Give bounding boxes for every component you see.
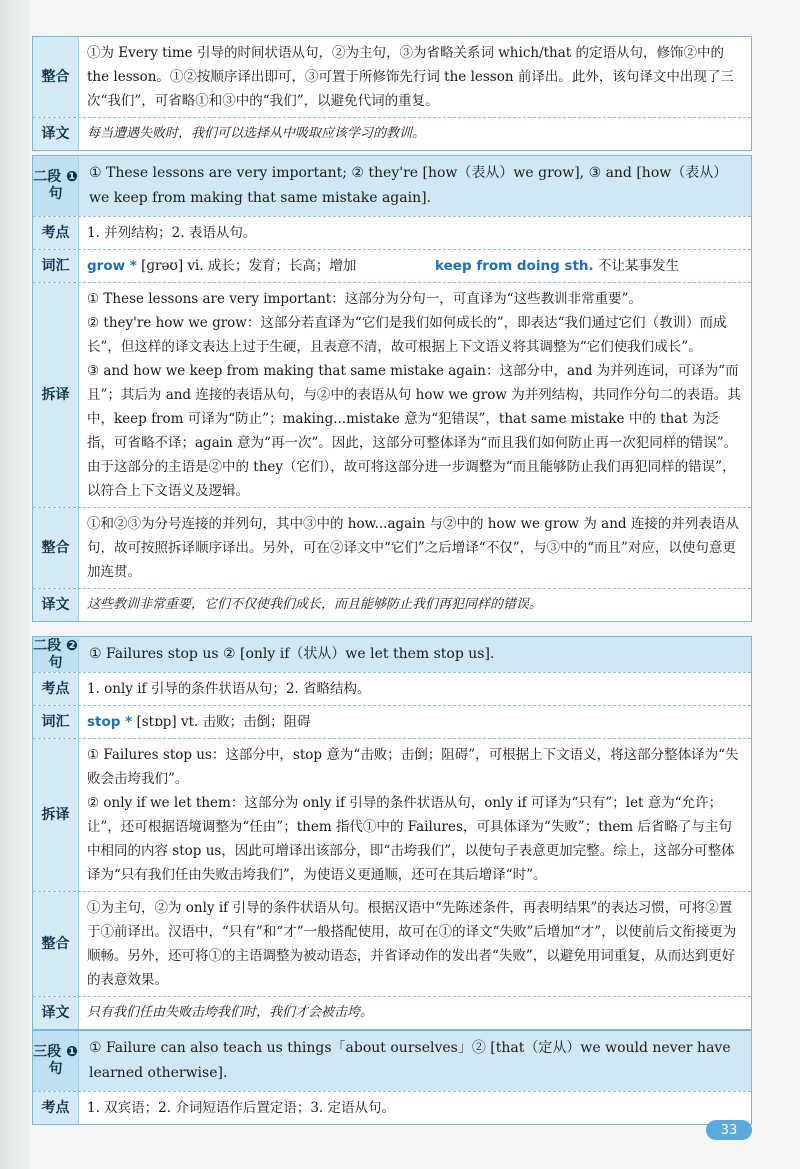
sentence-row (33, 1031, 751, 1092)
english-sentence: ① These lessons are very important; ② they're [how（表从）we grow], ③ and [how（表从）we keep from making that same mistake again]. (79, 156, 751, 216)
vocab-def-keep-from: 不让某事发生 (597, 258, 679, 274)
kaodian-row (33, 673, 751, 706)
chaiyi-label: 拆译 (33, 283, 79, 507)
chaiyi-part-3: ③ and how we keep from making that same mistake again：这部分中，and 为并列连词，可译为“而且”；其后为 and 连接的表语从句，与②中的表语从句 how we grow 为并列结构，共同作分句二的表语。其中，keep from 可译为“防止”；making...mistake 意为“犯错误”，that same mistake 中的 that 为泛指，可省略不译；again 意为“再一次”。因此，这部分可整体译为“而且我们如何防止再一次犯同样的错误”。由于这部分的主语是②中的 they（它们），故可将这部分进一步调整为“而且能够防止我们再犯同样的错误”，以符合上下文语义及逻辑。 (87, 363, 741, 499)
sentence-row (33, 156, 751, 217)
chaiyi-row (33, 739, 751, 892)
chaiyi-label: 拆译 (33, 739, 79, 891)
english-sentence: ① Failure can also teach us things「about ourselves」② [that（定从）we would never have learned otherwise]. (79, 1031, 751, 1091)
analysis-block-para2-s2 (32, 636, 752, 1030)
zhenghe-label: 整合 (33, 37, 79, 117)
cihui-row (33, 706, 751, 739)
chaiyi-row (33, 283, 751, 508)
chaiyi-part-2: ② they're how we grow：这部分若直译为“它们是我们如何成长的”，即表达“我们通过它们（教训）而成长”，但这样的译文表达上过于生硬，且表意不清，故可根据上下文语义将其调整为“它们使我们成长”。 (87, 315, 727, 355)
cihui-label: 词汇 (33, 250, 79, 282)
yiwen-row (33, 589, 751, 621)
yiwen-text: 这些教训非常重要，它们不仅使我们成长，而且能够防止我们再犯同样的错误。 (87, 597, 543, 612)
zhenghe-text: ①为主句，②为 only if 引导的条件状语从句。根据汉语中“先陈述条件，再表明结果”的表达习惯，可将②置于①前译出。汉语中，“只有”和“才”一般搭配使用，故可在①的译文“失败”后增加“才”，以使前后文衔接更为顺畅。另外，还可将①的主语调整为被动语态，并省译动作的发出者“失败”，以避免用词重复，从而达到更好的表意效果。 (87, 900, 737, 988)
kaodian-text: 1. 双宾语；2. 介词短语作后置定语；3. 定语从句。 (87, 1100, 396, 1116)
yiwen-label: 译文 (33, 589, 79, 621)
yiwen-label: 译文 (33, 997, 79, 1029)
chaiyi-part-1: ① These lessons are very important：这部分为分句一，可直译为“这些教训非常重要”。 (87, 291, 643, 307)
kaodian-row (33, 1092, 751, 1124)
kaodian-label: 考点 (33, 1092, 79, 1124)
sentence-label: 二段 ❷句 (33, 637, 78, 671)
page-number: 33 (706, 1120, 752, 1140)
zhenghe-row (33, 892, 751, 997)
english-sentence: ① Failures stop us ② [only if（状从）we let them stop us]. (79, 637, 751, 672)
sentence-label: 三段 ❶句 (33, 1031, 79, 1091)
vocab-phrase-keep-from: keep from doing sth. (435, 258, 594, 274)
zhenghe-label: 整合 (33, 508, 79, 588)
chaiyi-content (79, 283, 751, 507)
page-binding-edge (0, 0, 30, 1169)
zhenghe-text: ①为 Every time 引导的时间状语从句，②为主句，③为省略关系词 which/that 的定语从句，修饰②中的 the lesson。①②按顺序译出即可，③可置于所修饰先行词 the lesson 前译出。此外，该句译文中出现了三次“我们”，可省略①和③中的“我们”，以避免代词的重复。 (87, 45, 734, 109)
zhenghe-row (33, 508, 751, 589)
sentence-label: 二段 ❶句 (33, 156, 79, 216)
yiwen-row (33, 118, 751, 150)
analysis-block-continued (32, 36, 752, 151)
vocab-word-grow: grow * (87, 258, 137, 274)
chaiyi-content (79, 739, 751, 891)
analysis-block-para3-s1 (32, 1030, 752, 1125)
yiwen-text: 只有我们任由失败击垮我们时，我们才会被击垮。 (87, 1005, 374, 1020)
yiwen-row (33, 997, 751, 1029)
vocab-def-stop: [stɒp] vt. 击败；击倒；阻碍 (136, 714, 311, 730)
yiwen-label: 译文 (33, 118, 79, 150)
cihui-row (33, 250, 751, 283)
kaodian-label: 考点 (33, 673, 79, 705)
chaiyi-part-1: ① Failures stop us：这部分中，stop 意为“击败；击倒；阻碍”，可根据上下文语义，将这部分整体译为“失败会击垮我们”。 (87, 747, 739, 787)
zhenghe-text: ①和②③为分号连接的并列句，其中③中的 how...again 与②中的 how we grow 为 and 连接的并列表语从句，故可按照拆译顺序译出。另外，可在②译文中“它们”之后增译“不仅”，与③中的“而且”对应，以使句意更加连贯。 (87, 516, 739, 580)
kaodian-text: 1. 并列结构；2. 表语从句。 (87, 225, 257, 241)
sentence-row (33, 637, 751, 673)
analysis-block-para2-s1 (32, 155, 752, 622)
vocab-content (79, 250, 751, 282)
kaodian-label: 考点 (33, 217, 79, 249)
vocab-content (79, 706, 751, 738)
yiwen-text: 每当遭遇失败时，我们可以选择从中吸取应该学习的教训。 (87, 126, 426, 141)
kaodian-row (33, 217, 751, 250)
zhenghe-label: 整合 (33, 892, 79, 996)
cihui-label: 词汇 (33, 706, 79, 738)
chaiyi-part-2: ② only if we let them：这部分为 only if 引导的条件状语从句，only if 可译为“只有”；let 意为“允许；让”，还可根据语境调整为“任由”；them 指代①中的 Failures，可具体译为“失败”；them 后省略了与主句中相同的内容 stop us，因此可增译出该部分，即“击垮我们”，以使句子表意更加完整。综上，这部分可整体译为“只有我们任由失败击垮我们”，为使语义更通顺，还可在其后增译“时”。 (87, 795, 735, 883)
zhenghe-row (33, 37, 751, 118)
vocab-def-grow: [ɡrəʊ] vi. 成长；发育；长高；增加 (141, 258, 357, 274)
vocab-word-stop: stop * (87, 714, 133, 730)
kaodian-text: 1. only if 引导的条件状语从句；2. 省略结构。 (87, 681, 371, 697)
